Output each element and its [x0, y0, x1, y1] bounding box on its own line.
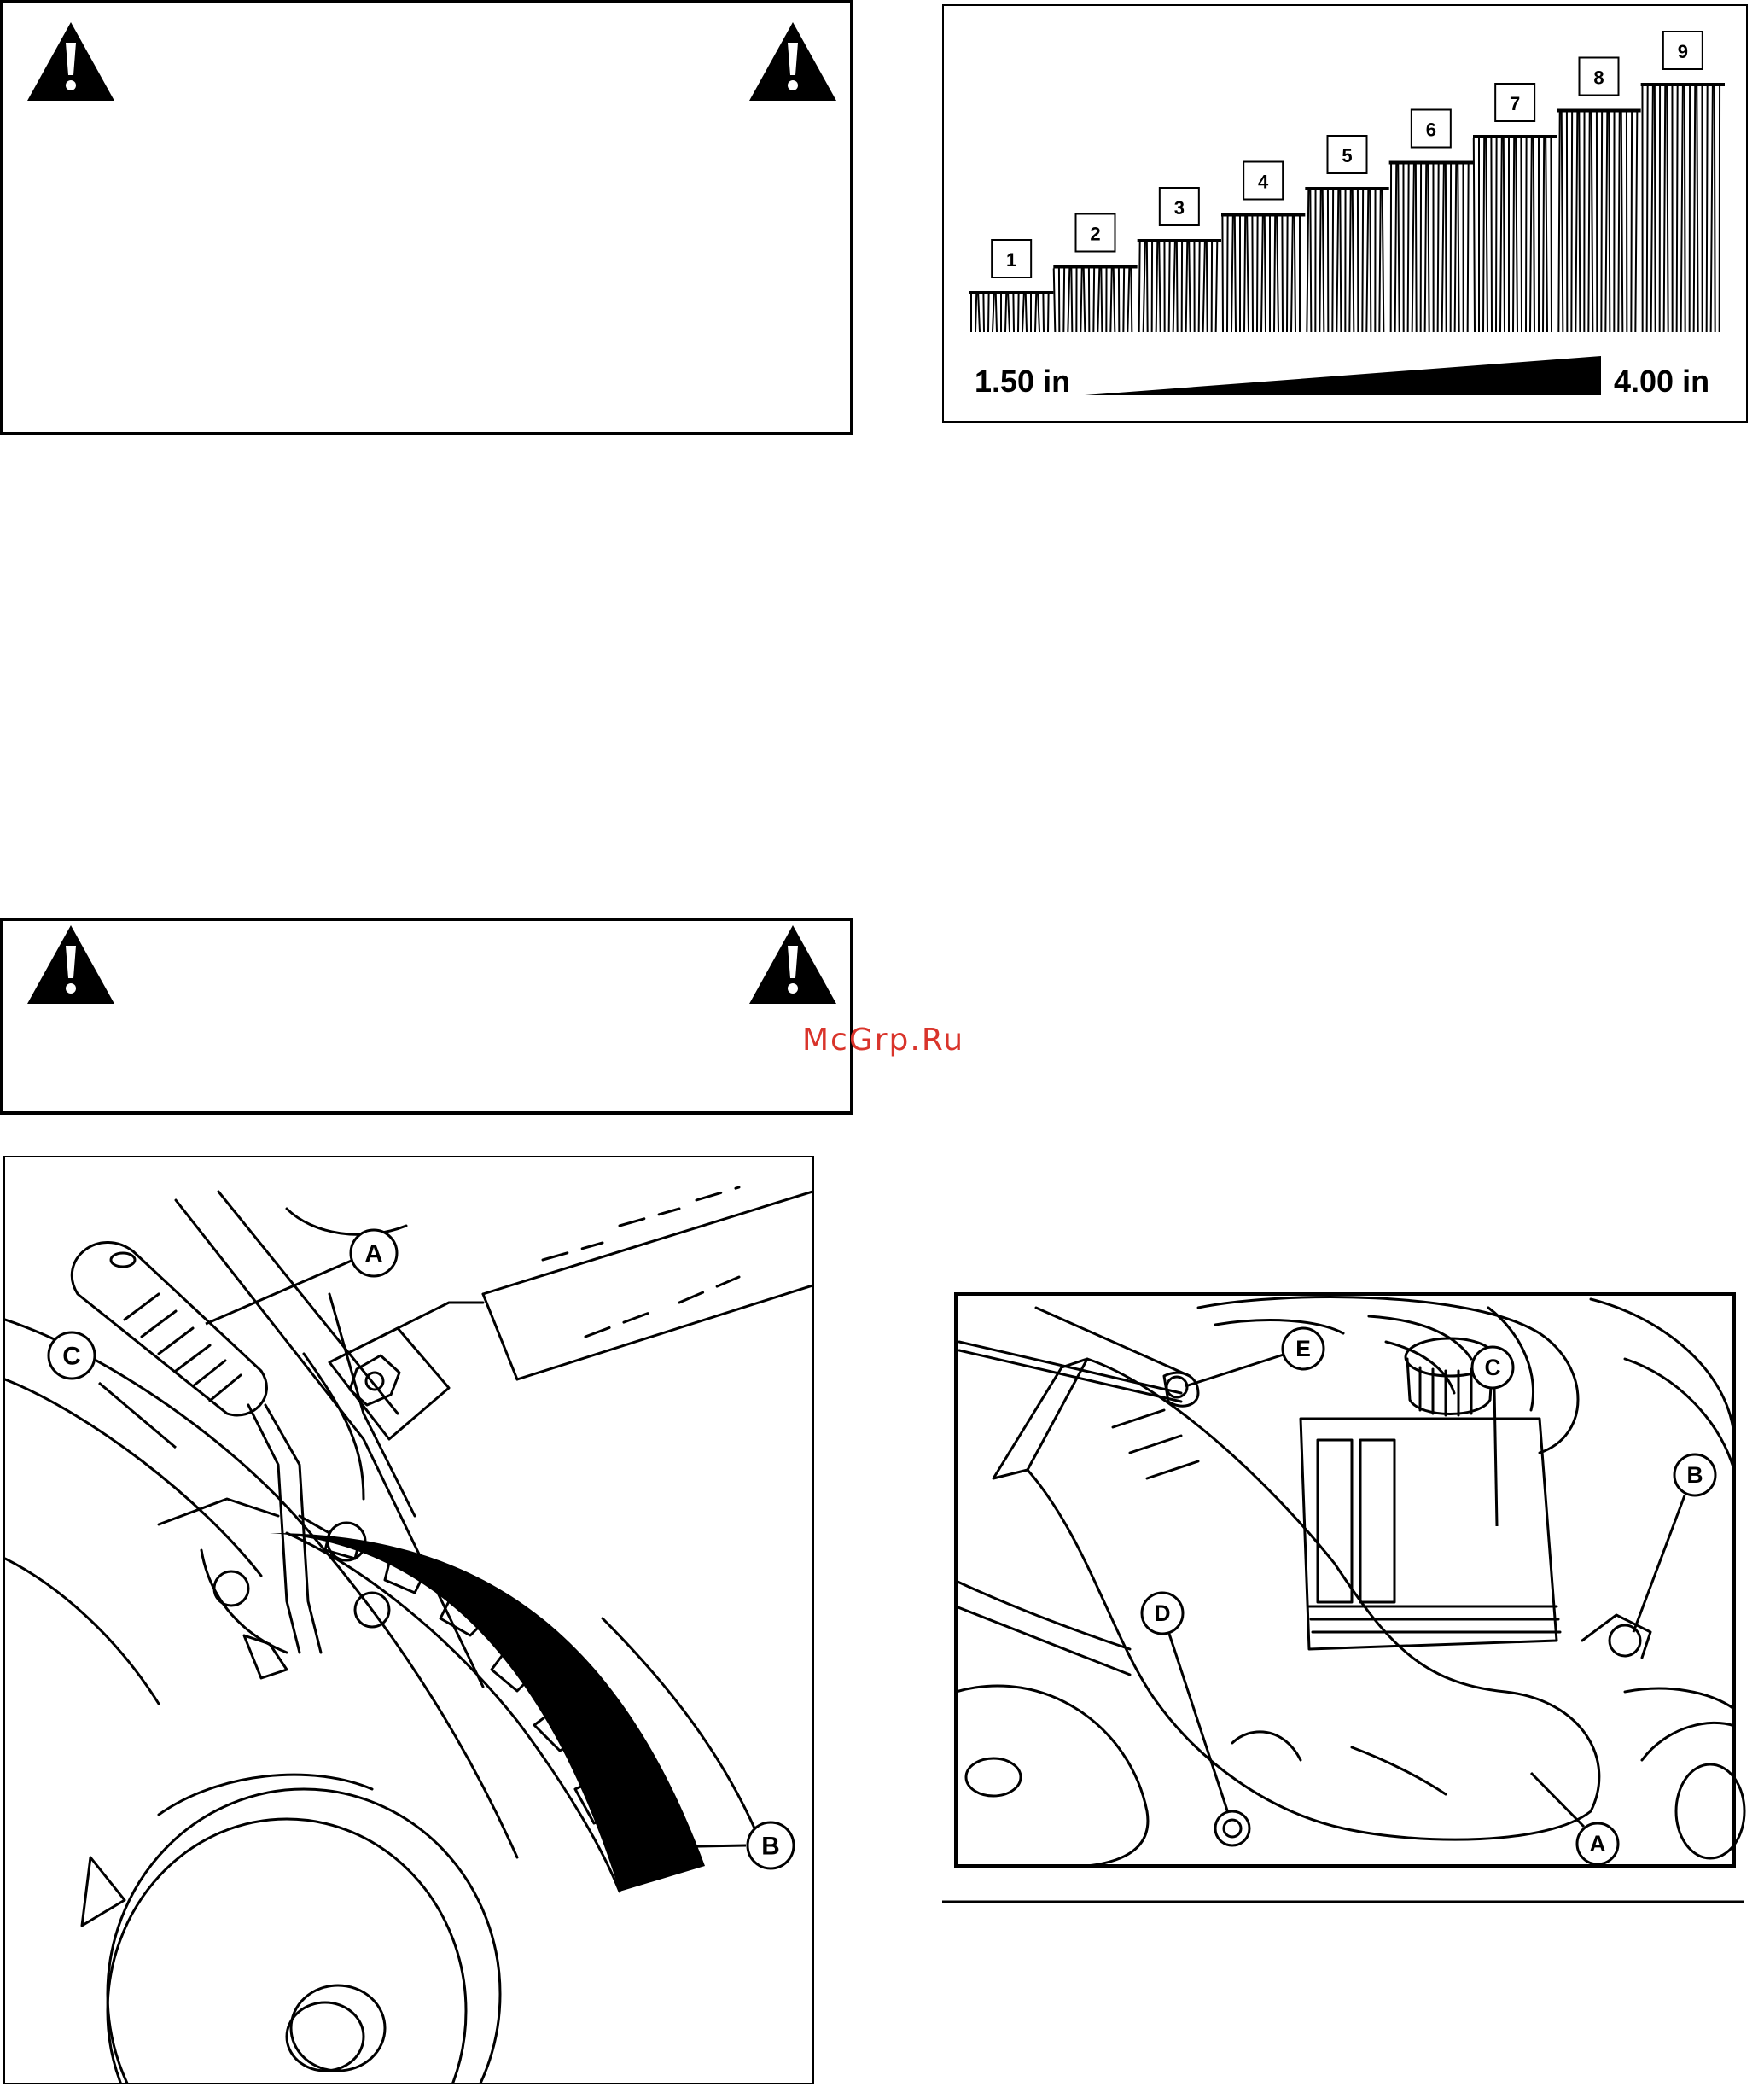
grass-block-3 [1138, 241, 1221, 332]
warning-box-top [0, 0, 853, 435]
warning-box-middle [0, 918, 853, 1115]
cutting-height-chart [942, 4, 1748, 423]
callout-label-c: C [1484, 1355, 1501, 1381]
callout-label-b: B [1686, 1462, 1703, 1489]
callout-label-b: B [761, 1832, 780, 1861]
height-adjust-lever-figure [3, 1156, 814, 2084]
height-position-number: 2 [1090, 223, 1101, 245]
warning-triangle-icon [746, 19, 840, 104]
callout-label-a: A [364, 1239, 383, 1268]
max-height-label: 4.00 in [1614, 364, 1710, 399]
grass-block-7 [1473, 137, 1557, 332]
grass-block-1 [969, 293, 1053, 332]
grass-block-5 [1305, 189, 1388, 332]
lever-drawing [5, 1157, 812, 2083]
grass-height-illustration [944, 6, 1746, 421]
grass-block-8 [1557, 111, 1640, 333]
height-position-number: 4 [1258, 171, 1269, 193]
height-position-number: 6 [1425, 119, 1436, 141]
grass-block-6 [1389, 163, 1473, 333]
discharge-chute-figure [942, 1282, 1748, 1933]
grass-block-9 [1641, 85, 1725, 332]
site-watermark: McGrp.Ru [802, 1023, 965, 1058]
warning-triangle-icon [746, 922, 840, 1007]
height-position-number: 9 [1677, 41, 1688, 62]
height-position-number: 8 [1593, 67, 1604, 89]
height-position-number: 5 [1342, 145, 1353, 166]
grass-block-2 [1053, 267, 1137, 333]
warning-triangle-icon [24, 19, 118, 104]
callout-label-d: D [1154, 1600, 1171, 1627]
chute-drawing [942, 1282, 1748, 1933]
callout-label-a: A [1589, 1831, 1606, 1857]
warning-triangle-icon [24, 922, 118, 1007]
min-height-label: 1.50 in [975, 364, 1071, 399]
callout-label-e: E [1295, 1336, 1311, 1362]
height-position-number: 3 [1173, 197, 1185, 219]
height-position-number: 7 [1510, 93, 1521, 114]
callout-label-c: C [62, 1342, 81, 1371]
grass-block-4 [1221, 215, 1305, 333]
height-position-number: 1 [1006, 249, 1017, 271]
